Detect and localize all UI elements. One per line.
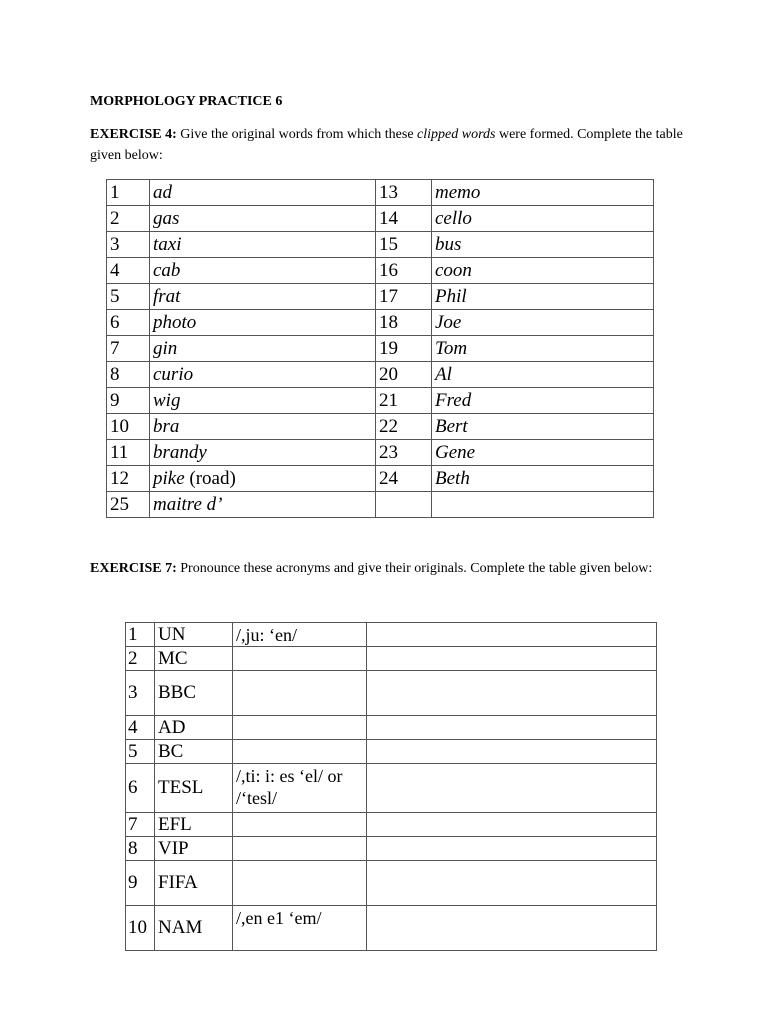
- clipped-word: cello: [432, 206, 654, 232]
- acronym: VIP: [155, 837, 233, 861]
- clipped-word: [150, 440, 376, 466]
- row-number: 18: [376, 310, 432, 336]
- table-row: [126, 671, 657, 716]
- pronunciation-line: /,ju: ‘en/: [236, 625, 297, 645]
- table-row: [126, 647, 657, 671]
- clipped-word-text: gas: [153, 207, 180, 229]
- clipped-word: [432, 492, 654, 518]
- row-number: 1: [126, 623, 155, 647]
- pronunciation-cell: [233, 764, 367, 813]
- clipped-word: [150, 336, 376, 362]
- pronunciation-cell: [233, 623, 367, 647]
- row-number: 1: [107, 180, 150, 206]
- clipped-word: [150, 232, 376, 258]
- table-row: [107, 440, 654, 466]
- acronym: MC: [155, 647, 233, 671]
- table-row: [126, 861, 657, 906]
- clipped-word: Bert: [432, 414, 654, 440]
- clipped-word: Phil: [432, 284, 654, 310]
- clipped-word-note: (road): [184, 467, 236, 489]
- pronunciation-line: /‘tesl/: [236, 788, 277, 808]
- pronunciation-cell: [233, 716, 367, 740]
- table-row: [126, 623, 657, 647]
- row-number: 10: [126, 906, 155, 951]
- row-number: 25: [107, 492, 150, 518]
- pronunciation-cell: [233, 861, 367, 906]
- row-number: 7: [107, 336, 150, 362]
- acronym: BBC: [155, 671, 233, 716]
- row-number: 4: [107, 258, 150, 284]
- row-number: 8: [126, 837, 155, 861]
- row-number: 7: [126, 813, 155, 837]
- row-number: [376, 492, 432, 518]
- clipped-word-text: gin: [153, 337, 178, 359]
- table-row: [107, 206, 654, 232]
- original-cell[interactable]: [367, 906, 657, 951]
- clipped-word-text: photo: [153, 311, 197, 333]
- clipped-word: [150, 206, 376, 232]
- table-row: [107, 232, 654, 258]
- table-row: [107, 258, 654, 284]
- pronunciation-cell: [233, 740, 367, 764]
- clipped-word-text: wig: [153, 389, 181, 411]
- page-title: MORPHOLOGY PRACTICE 6: [90, 94, 283, 109]
- clipped-word: [150, 492, 376, 518]
- acronym: NAM: [155, 906, 233, 951]
- exercise-7-label: EXERCISE 7:: [90, 561, 177, 576]
- clipped-word: Joe: [432, 310, 654, 336]
- clipped-word: memo: [432, 180, 654, 206]
- pronunciation-line: /,en e1 ‘em/: [236, 908, 322, 928]
- clipped-word: [150, 258, 376, 284]
- original-cell[interactable]: [367, 647, 657, 671]
- row-number: 2: [126, 647, 155, 671]
- clipped-word-text: cab: [153, 259, 181, 281]
- table-row: [107, 466, 654, 492]
- row-number: 14: [376, 206, 432, 232]
- row-number: 5: [126, 740, 155, 764]
- row-number: 2: [107, 206, 150, 232]
- row-number: 4: [126, 716, 155, 740]
- clipped-word-text: taxi: [153, 233, 182, 255]
- row-number: 24: [376, 466, 432, 492]
- exercise-4-text-before: Give the original words from which these: [176, 127, 418, 142]
- clipped-word: Tom: [432, 336, 654, 362]
- clipped-word: [150, 284, 376, 310]
- table-row: [107, 180, 654, 206]
- table-row: [126, 764, 657, 813]
- clipped-word: [150, 466, 376, 492]
- row-number: 16: [376, 258, 432, 284]
- row-number: 10: [107, 414, 150, 440]
- row-number: 6: [126, 764, 155, 813]
- pronunciation-cell: [233, 813, 367, 837]
- clipped-word: coon: [432, 258, 654, 284]
- row-number: 6: [107, 310, 150, 336]
- exercise-4-text-after: were formed. Complete the table given below:: [90, 127, 683, 163]
- pronunciation-cell: [233, 906, 367, 951]
- clipped-word-text: frat: [153, 285, 181, 307]
- row-number: 3: [126, 671, 155, 716]
- exercise-7-instructions: [90, 558, 710, 579]
- row-number: 23: [376, 440, 432, 466]
- clipped-word: bus: [432, 232, 654, 258]
- exercise-4-text-italic: clipped words: [417, 127, 496, 142]
- clipped-word: Beth: [432, 466, 654, 492]
- original-cell[interactable]: [367, 740, 657, 764]
- clipped-word: [150, 180, 376, 206]
- table-row: [107, 336, 654, 362]
- table-row: [126, 813, 657, 837]
- clipped-word: [150, 362, 376, 388]
- clipped-word: [150, 310, 376, 336]
- row-number: 13: [376, 180, 432, 206]
- pronunciation-cell: [233, 671, 367, 716]
- original-cell[interactable]: [367, 861, 657, 906]
- clipped-word-text: maitre d’: [153, 493, 223, 515]
- clipped-word: Al: [432, 362, 654, 388]
- exercise-4-label: EXERCISE 4:: [90, 127, 177, 142]
- acronym: AD: [155, 716, 233, 740]
- clipped-word-text: pike: [153, 467, 185, 489]
- row-number: 20: [376, 362, 432, 388]
- row-number: 8: [107, 362, 150, 388]
- exercise-7-table: [125, 622, 657, 951]
- row-number: 9: [126, 861, 155, 906]
- table-row: [107, 310, 654, 336]
- table-row: [107, 284, 654, 310]
- exercise-4-table: [106, 179, 654, 518]
- original-cell[interactable]: [367, 813, 657, 837]
- original-cell[interactable]: [367, 716, 657, 740]
- row-number: 11: [107, 440, 150, 466]
- clipped-word: Fred: [432, 388, 654, 414]
- row-number: 3: [107, 232, 150, 258]
- table-row: [107, 362, 654, 388]
- row-number: 22: [376, 414, 432, 440]
- original-cell[interactable]: [367, 671, 657, 716]
- clipped-word-text: curio: [153, 363, 194, 385]
- table-row: [107, 388, 654, 414]
- pronunciation-cell: [233, 647, 367, 671]
- row-number: 17: [376, 284, 432, 310]
- acronym: TESL: [155, 764, 233, 813]
- clipped-word: [150, 388, 376, 414]
- clipped-word: Gene: [432, 440, 654, 466]
- row-number: 12: [107, 466, 150, 492]
- acronym: FIFA: [155, 861, 233, 906]
- original-cell[interactable]: [367, 837, 657, 861]
- row-number: 21: [376, 388, 432, 414]
- row-number: 15: [376, 232, 432, 258]
- row-number: 5: [107, 284, 150, 310]
- original-cell[interactable]: [367, 623, 657, 647]
- acronym: BC: [155, 740, 233, 764]
- row-number: 9: [107, 388, 150, 414]
- table-row: [107, 492, 654, 518]
- clipped-word: [150, 414, 376, 440]
- row-number: 19: [376, 336, 432, 362]
- pronunciation-cell: [233, 837, 367, 861]
- pronunciation-line: /,ti: i: es ‘el/ or: [236, 766, 343, 786]
- clipped-word-text: brandy: [153, 441, 207, 463]
- original-cell[interactable]: [367, 764, 657, 813]
- table-row: [126, 740, 657, 764]
- clipped-word-text: ad: [153, 181, 172, 203]
- acronym: UN: [155, 623, 233, 647]
- exercise-4-instructions: [90, 124, 710, 166]
- table-row: [126, 906, 657, 951]
- acronym: EFL: [155, 813, 233, 837]
- table-row: [107, 414, 654, 440]
- clipped-word-text: bra: [153, 415, 180, 437]
- exercise-7-text: Pronounce these acronyms and give their originals. Complete the table given below:: [176, 561, 653, 576]
- table-row: [126, 837, 657, 861]
- table-row: [126, 716, 657, 740]
